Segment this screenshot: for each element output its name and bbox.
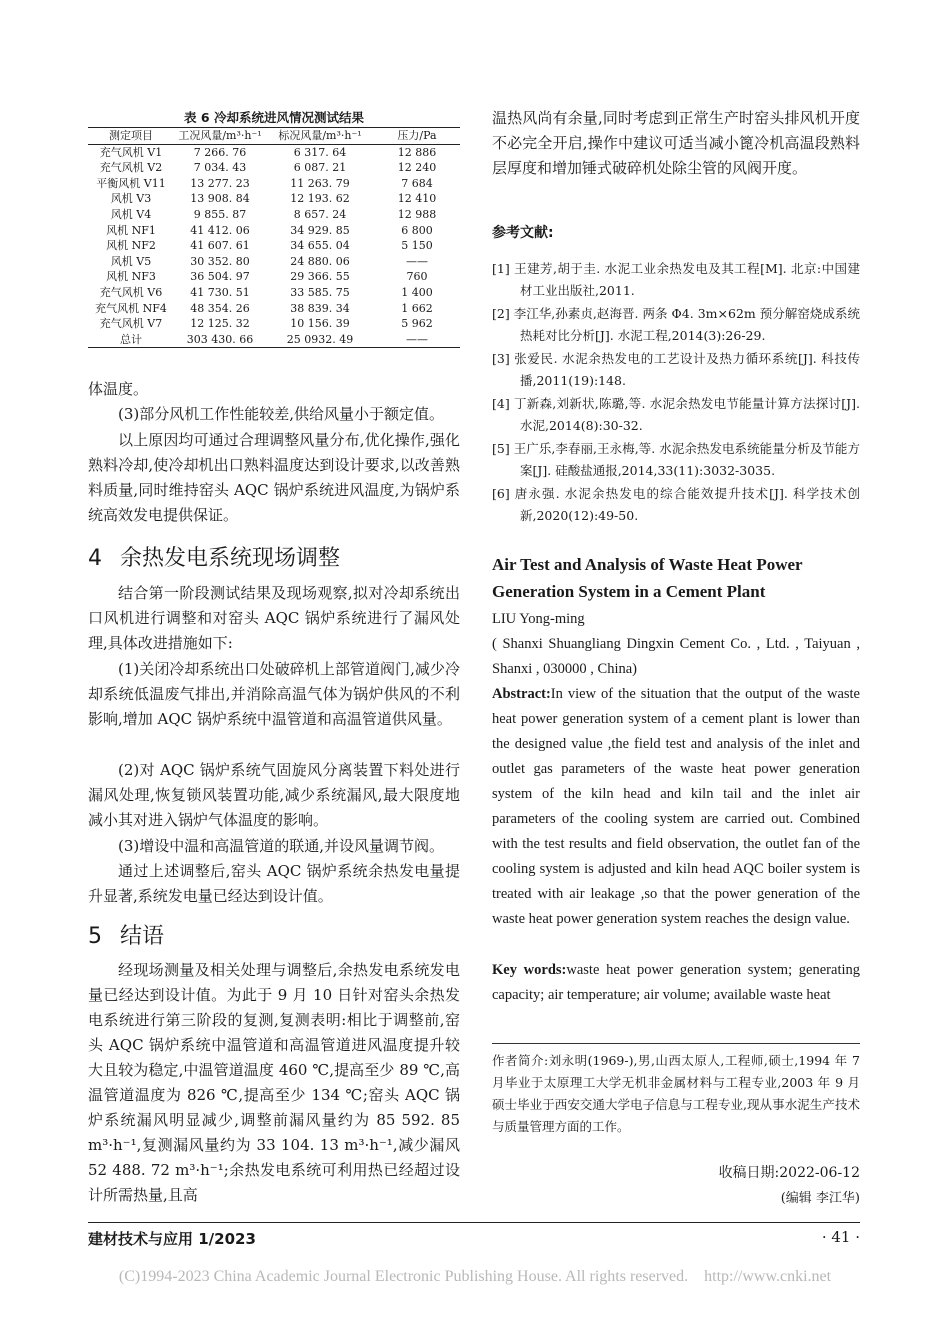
table-cell: 48 354. 26: [190, 301, 250, 315]
table-cell: 充气风机 V1: [99, 145, 163, 159]
table-cell: 6 317. 64: [293, 145, 347, 159]
table-cell: 12 193. 62: [290, 192, 350, 206]
table-row: [88, 176, 460, 192]
paragraph: 通过上述调整后,窑头 AQC 锅炉系统余热发电量提升显著,系统发电量已经达到设计值。: [88, 862, 460, 905]
reference-item: [6] 唐永强. 水泥余热发电的综合能效提升技术[J]. 科学技术创新,2020(12):49-50.: [492, 486, 860, 523]
table-row-total: [88, 332, 460, 348]
table-cell: 41 412. 06: [190, 223, 250, 237]
table-cell: 风机 V5: [110, 254, 152, 268]
table-row: [88, 223, 460, 239]
section-heading-5: [88, 919, 460, 950]
table-cell: 6 800: [401, 223, 433, 237]
table-cell: 平衡风机 V11: [96, 176, 166, 190]
english-affiliation: ( Shanxi Shuangliang Dingxin Cement Co. , Ltd. , Taiyuan , Shanxi , 030000 , China): [492, 636, 860, 677]
editor-note: (编辑 李江华): [780, 1191, 860, 1206]
paragraph: 以上原因均可通过合理调整风量分布,优化操作,强化熟料冷却,使冷却机出口熟料温度达到设计要求,以改善熟料质量,同时维持窑头 AQC 锅炉系统进风温度,为锅炉系统高效发电提供保证。: [88, 431, 460, 524]
table-cell: 10 156. 39: [290, 317, 350, 331]
table-cell: 充气风机 V6: [99, 285, 163, 299]
reference-item: [4] 丁新森,刘新状,陈璐,等. 水泥余热发电节能量计算方法探讨[J]. 水泥,2014(8):30-32.: [492, 396, 860, 433]
table-cell: 24 880. 06: [290, 254, 350, 268]
paragraph: 温热风尚有余量,同时考虑到正常生产时窑头排风机开度不必完全开启,操作中建议可适当减小篦冷机高温段熟料层厚度和增加锤式破碎机处除尘管的风阀开度。: [492, 109, 860, 177]
table-row: [88, 301, 460, 317]
section-number: 5: [88, 924, 102, 949]
reference-item: [2] 李江华,孙素贞,赵海晋. 两条 Φ4. 3m×62m 预分解窑烧成系统热耗对比分析[J]. 水泥工程,2014(3):26-29.: [492, 306, 860, 343]
abstract-label: Abstract:: [492, 686, 551, 702]
table-cell: 13 277. 23: [190, 176, 250, 190]
keywords-text: waste heat power generation system; generating capacity; air temperature; air volume; available waste heat: [492, 962, 860, 1003]
table-cell: 34 929. 85: [290, 223, 350, 237]
table-cell: 6 087. 21: [293, 161, 347, 175]
table-cell: 30 352. 80: [190, 254, 250, 268]
author-note: 作者简介:刘永明(1969-),男,山西太原人,工程师,硕士,1994 年 7 月毕业于太原理工大学无机非金属材料与工程专业,2003 年 9 月硕士毕业于西安交通大学电子信息与工程专业,现从事水泥生产技术与质量管理方面的工作。: [492, 1053, 860, 1134]
table-cell: 总计: [88, 332, 174, 348]
references-heading: 参考文献:: [492, 225, 554, 241]
paragraph: (3)部分风机工作性能较差,供给风量小于额定值。: [118, 405, 445, 423]
table-cell: 11 263. 79: [290, 176, 350, 190]
table-row: [88, 238, 460, 254]
table-cell: 33 585. 75: [290, 285, 350, 299]
table-cell: 12 988: [397, 207, 437, 221]
paragraph: 经现场测量及相关处理与调整后,余热发电系统发电量已经达到设计值。为此于 9 月 10 日针对窑头余热发电系统进行第三阶段的复测,复测表明:相比于调整前,窑头 AQC 锅炉系统中温管道和高温管道进风温度提升较大且较为稳定,中温管道温度 460 ℃,提高至少 89 ℃,高温管道温度为 826 ℃,提高至少 134 ℃;窑头 AQC 锅炉系统漏风明显减少,调整前漏风量约为 85 592. 85 m³·h⁻¹,复测漏风量约为 33 104. 13 m³·h⁻¹,减少漏风 52 488. 72 m³·h⁻¹;余热发电系统可利用热已经超过设计所需热量,且高: [88, 961, 460, 1204]
table-cell: 13 908. 84: [190, 192, 250, 206]
table-row: [88, 207, 460, 223]
paragraph: (3)增设中温和高温管道的联通,并设风量调节阀。: [118, 837, 445, 855]
abstract: [492, 682, 860, 932]
reference-item: [3] 张爱民. 水泥余热发电的工艺设计及热力循环系统[J]. 科技传播,2011(19):148.: [492, 351, 860, 388]
table-cell: 7 266. 76: [193, 145, 247, 159]
table-cell: 12 240: [397, 161, 437, 175]
table-row: [88, 316, 460, 332]
table-cell: 34 655. 04: [290, 239, 350, 253]
table-cell: 风机 V4: [110, 207, 152, 221]
table-cell: 38 839. 34: [290, 301, 350, 315]
table-cell: 25 0932. 49: [266, 332, 374, 348]
keywords: [492, 958, 860, 1008]
table-cell: 41 730. 51: [190, 285, 250, 299]
table-cell: 7 684: [401, 176, 433, 190]
paragraph: (1)关闭冷却系统出口处破碎机上部管道阀门,减少冷却系统低温废气排出,并消除高温气体为锅炉供风的不利影响,增加 AQC 锅炉系统中温管道和高温管道供风量。: [88, 660, 460, 728]
section-title: 结语: [120, 924, 165, 949]
table-header: 工况风量/m³·h⁻¹: [174, 128, 266, 145]
page-number: · 41 ·: [821, 1228, 860, 1246]
table-cell: 36 504. 97: [190, 270, 250, 284]
copyright-watermark: (C)1994-2023 China Academic Journal Electronic Publishing House. All rights reserved. http://www.cnki.net: [118, 1268, 832, 1285]
table-row: [88, 191, 460, 207]
data-table: [88, 127, 460, 348]
table-header-row: [88, 128, 460, 145]
table-cell: 9 855. 87: [193, 207, 247, 221]
table-row: [88, 144, 460, 160]
section-title: 余热发电系统现场调整: [120, 546, 341, 571]
table-cell: 充气风机 V7: [99, 317, 163, 331]
english-title: Air Test and Analysis of Waste Heat Power Generation System in a Cement Plant: [492, 555, 803, 601]
table-cell: 29 366. 55: [290, 270, 350, 284]
table-cell: 41 607. 61: [190, 239, 250, 253]
section-heading-4: [88, 541, 460, 572]
table-row: [88, 160, 460, 176]
table-cell: 风机 NF2: [106, 239, 156, 253]
table-cell: 760: [406, 270, 428, 284]
abstract-text: In view of the situation that the output of the waste heat power generation system of a cement plant is lower than the designed value ,the field test and analysis of the inlet and outlet gas parameters of the waste heat power generation system of the kiln head and kiln tail and the inlet air parameters of the cooling system are carried out. Combined with the test results and field observation, the outlet fan of the cooling system is adjusted and kiln head AQC boiler system is treated with air leakage ,so that the power generation of the waste heat power generation system reaches the design value.: [492, 686, 860, 927]
table-cell: 风机 NF1: [106, 223, 156, 237]
table-caption: 表 6 冷却系统进风情况测试结果: [184, 110, 364, 125]
table-cell: 5 150: [401, 239, 433, 253]
table-cell: 风机 NF3: [106, 270, 156, 284]
table-row: [88, 254, 460, 270]
table-cell: 1 400: [401, 285, 433, 299]
table-cell: 充气风机 V2: [99, 161, 163, 175]
table-cell: 风机 V3: [110, 192, 152, 206]
table-row: [88, 285, 460, 301]
received-date: 收稿日期:2022-06-12: [718, 1165, 860, 1181]
table-cell: 1 662: [401, 301, 433, 315]
table-row: [88, 269, 460, 285]
reference-item: [5] 王广乐,李春丽,王永梅,等. 水泥余热发电系统能量分析及节能方案[J]. 硅酸盐通报,2014,33(11):3032-3035.: [492, 441, 860, 478]
divider: [492, 1043, 860, 1044]
table-cell: 7 034. 43: [193, 161, 247, 175]
journal-footer: 建材技术与应用 1/2023: [88, 1230, 256, 1248]
paragraph: (2)对 AQC 锅炉系统气固旋风分离装置下料处进行漏风处理,恢复锁风装置功能,减少系统漏风,最大限度地减小其对进入锅炉气体温度的影响。: [88, 761, 460, 829]
keywords-label: Key words:: [492, 962, 567, 978]
table-header: 测定项目: [88, 128, 174, 145]
table-header: 压力/Pa: [374, 128, 460, 145]
paragraph: 结合第一阶段测试结果及现场观察,拟对冷却系统出口风机进行调整和对窑头 AQC 锅炉系统进行了漏风处理,具体改进措施如下:: [88, 584, 460, 652]
table-header: 标况风量/m³·h⁻¹: [266, 128, 374, 145]
table-cell: 12 125. 32: [190, 317, 250, 331]
table-cell: ——: [406, 254, 428, 268]
table-cell: 5 962: [401, 317, 433, 331]
table-cell: 12 886: [397, 145, 437, 159]
paragraph: 体温度。: [88, 380, 149, 398]
reference-item: [1] 王建芳,胡于圭. 水泥工业余热发电及其工程[M]. 北京:中国建材工业出版社,2011.: [492, 261, 860, 298]
table-cell: 303 430. 66: [174, 332, 266, 348]
footer-rule: [88, 1222, 860, 1223]
table-cell: 充气风机 NF4: [95, 301, 167, 315]
table-cell: ——: [374, 332, 460, 348]
english-author: LIU Yong-ming: [492, 611, 585, 627]
table-cell: 12 410: [397, 192, 437, 206]
section-number: 4: [88, 546, 102, 571]
table-cell: 8 657. 24: [293, 207, 347, 221]
reference-list: [492, 258, 860, 528]
